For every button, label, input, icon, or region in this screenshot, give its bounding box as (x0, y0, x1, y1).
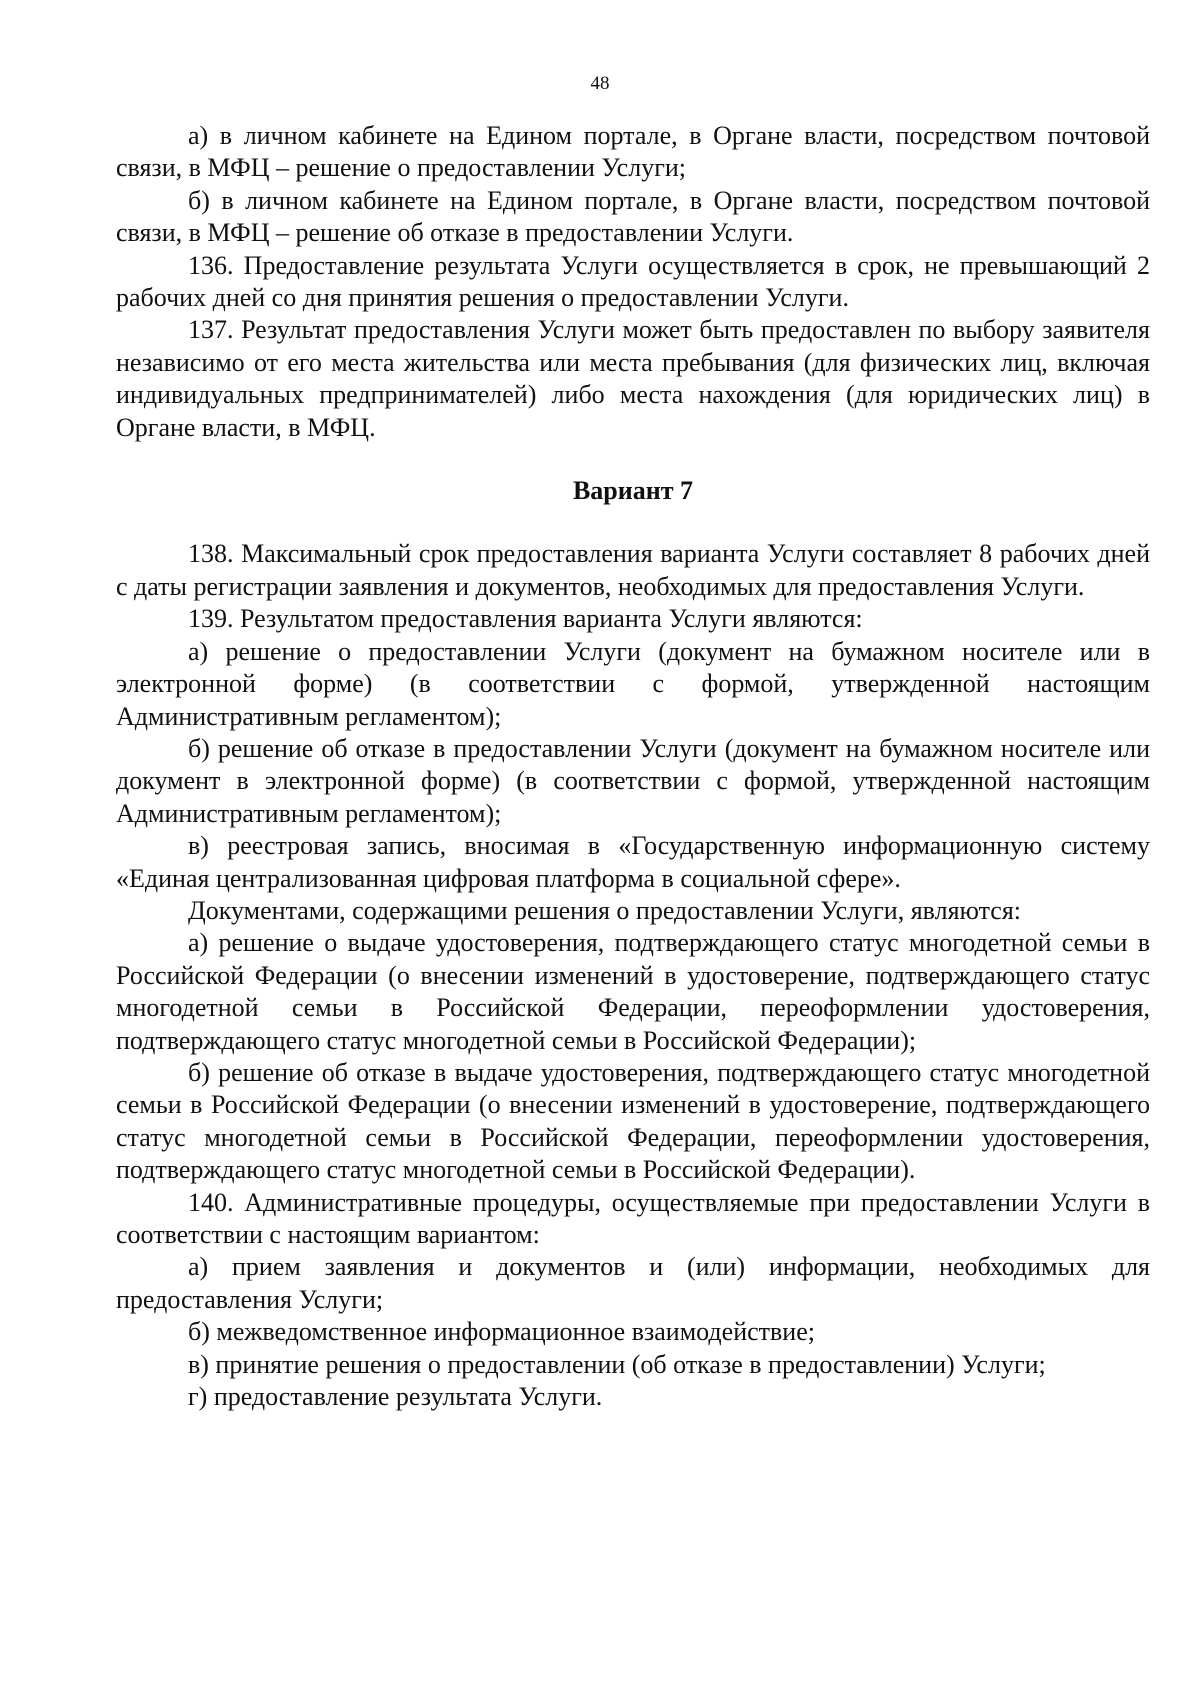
paragraph-139: 139. Результатом предоставления варианта Услуги являются: (188, 604, 863, 634)
paragraph-140-item-b: б) межведомственное информационное взаимодействие; (188, 1317, 815, 1347)
document-body (116, 120, 1150, 1413)
paragraph-decision-documents: Документами, содержащими решения о предоставлении Услуги, являются: (188, 895, 1022, 925)
paragraph-138: 138. Максимальный срок предоставления варианта Услуги составляет 8 рабочих дней с даты регистрации заявления и документов, необходимых для предоставления Услуги. (116, 539, 1150, 601)
paragraph-136: 136. Предоставление результата Услуги осуществляется в срок, не превышающий 2 рабочих дней со дня принятия решения о предоставлении Услуги. (116, 250, 1150, 313)
paragraph-139-item-c: в) реестровая запись, вносимая в «Государственную информационную систему «Единая централизованная цифровая платформа в социальной сфере». (116, 831, 1150, 893)
paragraph-139-item-a: а) решение о предоставлении Услуги (документ на бумажном носителе или в электронной форме) (в соответствии с формой, утвержденной настоящим Административным регламентом); (116, 636, 1150, 731)
paragraph-140-item-d: г) предоставление результата Услуги. (188, 1382, 603, 1412)
paragraph-140: 140. Административные процедуры, осуществляемые при предоставлении Услуги в соответствии с настоящим вариантом: (116, 1187, 1150, 1249)
paragraph-137: 137. Результат предоставления Услуги может быть предоставлен по выбору заявителя независимо от его места жительства или места пребывания (для физических лиц, включая индивидуальных предпринимателей) либо места нахождения (для юридических лиц) в Органе власти, в МФЦ. (116, 315, 1150, 442)
paragraph-139-item-b: б) решение об отказе в предоставлении Услуги (документ на бумажном носителе или документ в электронной форме) (в соответствии с формой, утвержденной настоящим Административным регламентом); (116, 733, 1150, 828)
paragraph-item-a-result-delivery: а) в личном кабинете на Едином портале, в Органе власти, посредством почтовой связи, в МФЦ – решение о предоставлении Услуги; (116, 121, 1150, 183)
section-heading: Вариант 7 (572, 476, 694, 506)
paragraph-decision-documents-item-b: б) решение об отказе в выдаче удостоверения, подтверждающего статус многодетной семьи в Российской Федерации (о внесении изменений в удостоверение, подтверждающего статус многодетной семьи в Российской Федерации, переоформлении удостоверения, подтверждающего статус многодетной семьи в Российской Федерации). (116, 1057, 1150, 1185)
paragraph-140-item-a: а) прием заявления и документов и (или) информации, необходимых для предоставления Услуги; (116, 1252, 1150, 1314)
paragraph-item-b-refusal-delivery: б) в личном кабинете на Едином портале, в Органе власти, посредством почтовой связи, в МФЦ – решение об отказе в предоставлении Услуги. (116, 185, 1150, 248)
paragraph-140-item-c: в) принятие решения о предоставлении (об отказе в предоставлении) Услуги; (188, 1349, 1046, 1379)
page-number: 48 (590, 73, 610, 94)
paragraph-decision-documents-item-a: а) решение о выдаче удостоверения, подтверждающего статус многодетной семьи в Российской Федерации (о внесении изменений в удостоверение, подтверждающего статус многодетной семьи в Российской Федерации, переоформлении удостоверения, подтверждающего статус многодетной семьи в Российской Федерации); (116, 928, 1150, 1055)
